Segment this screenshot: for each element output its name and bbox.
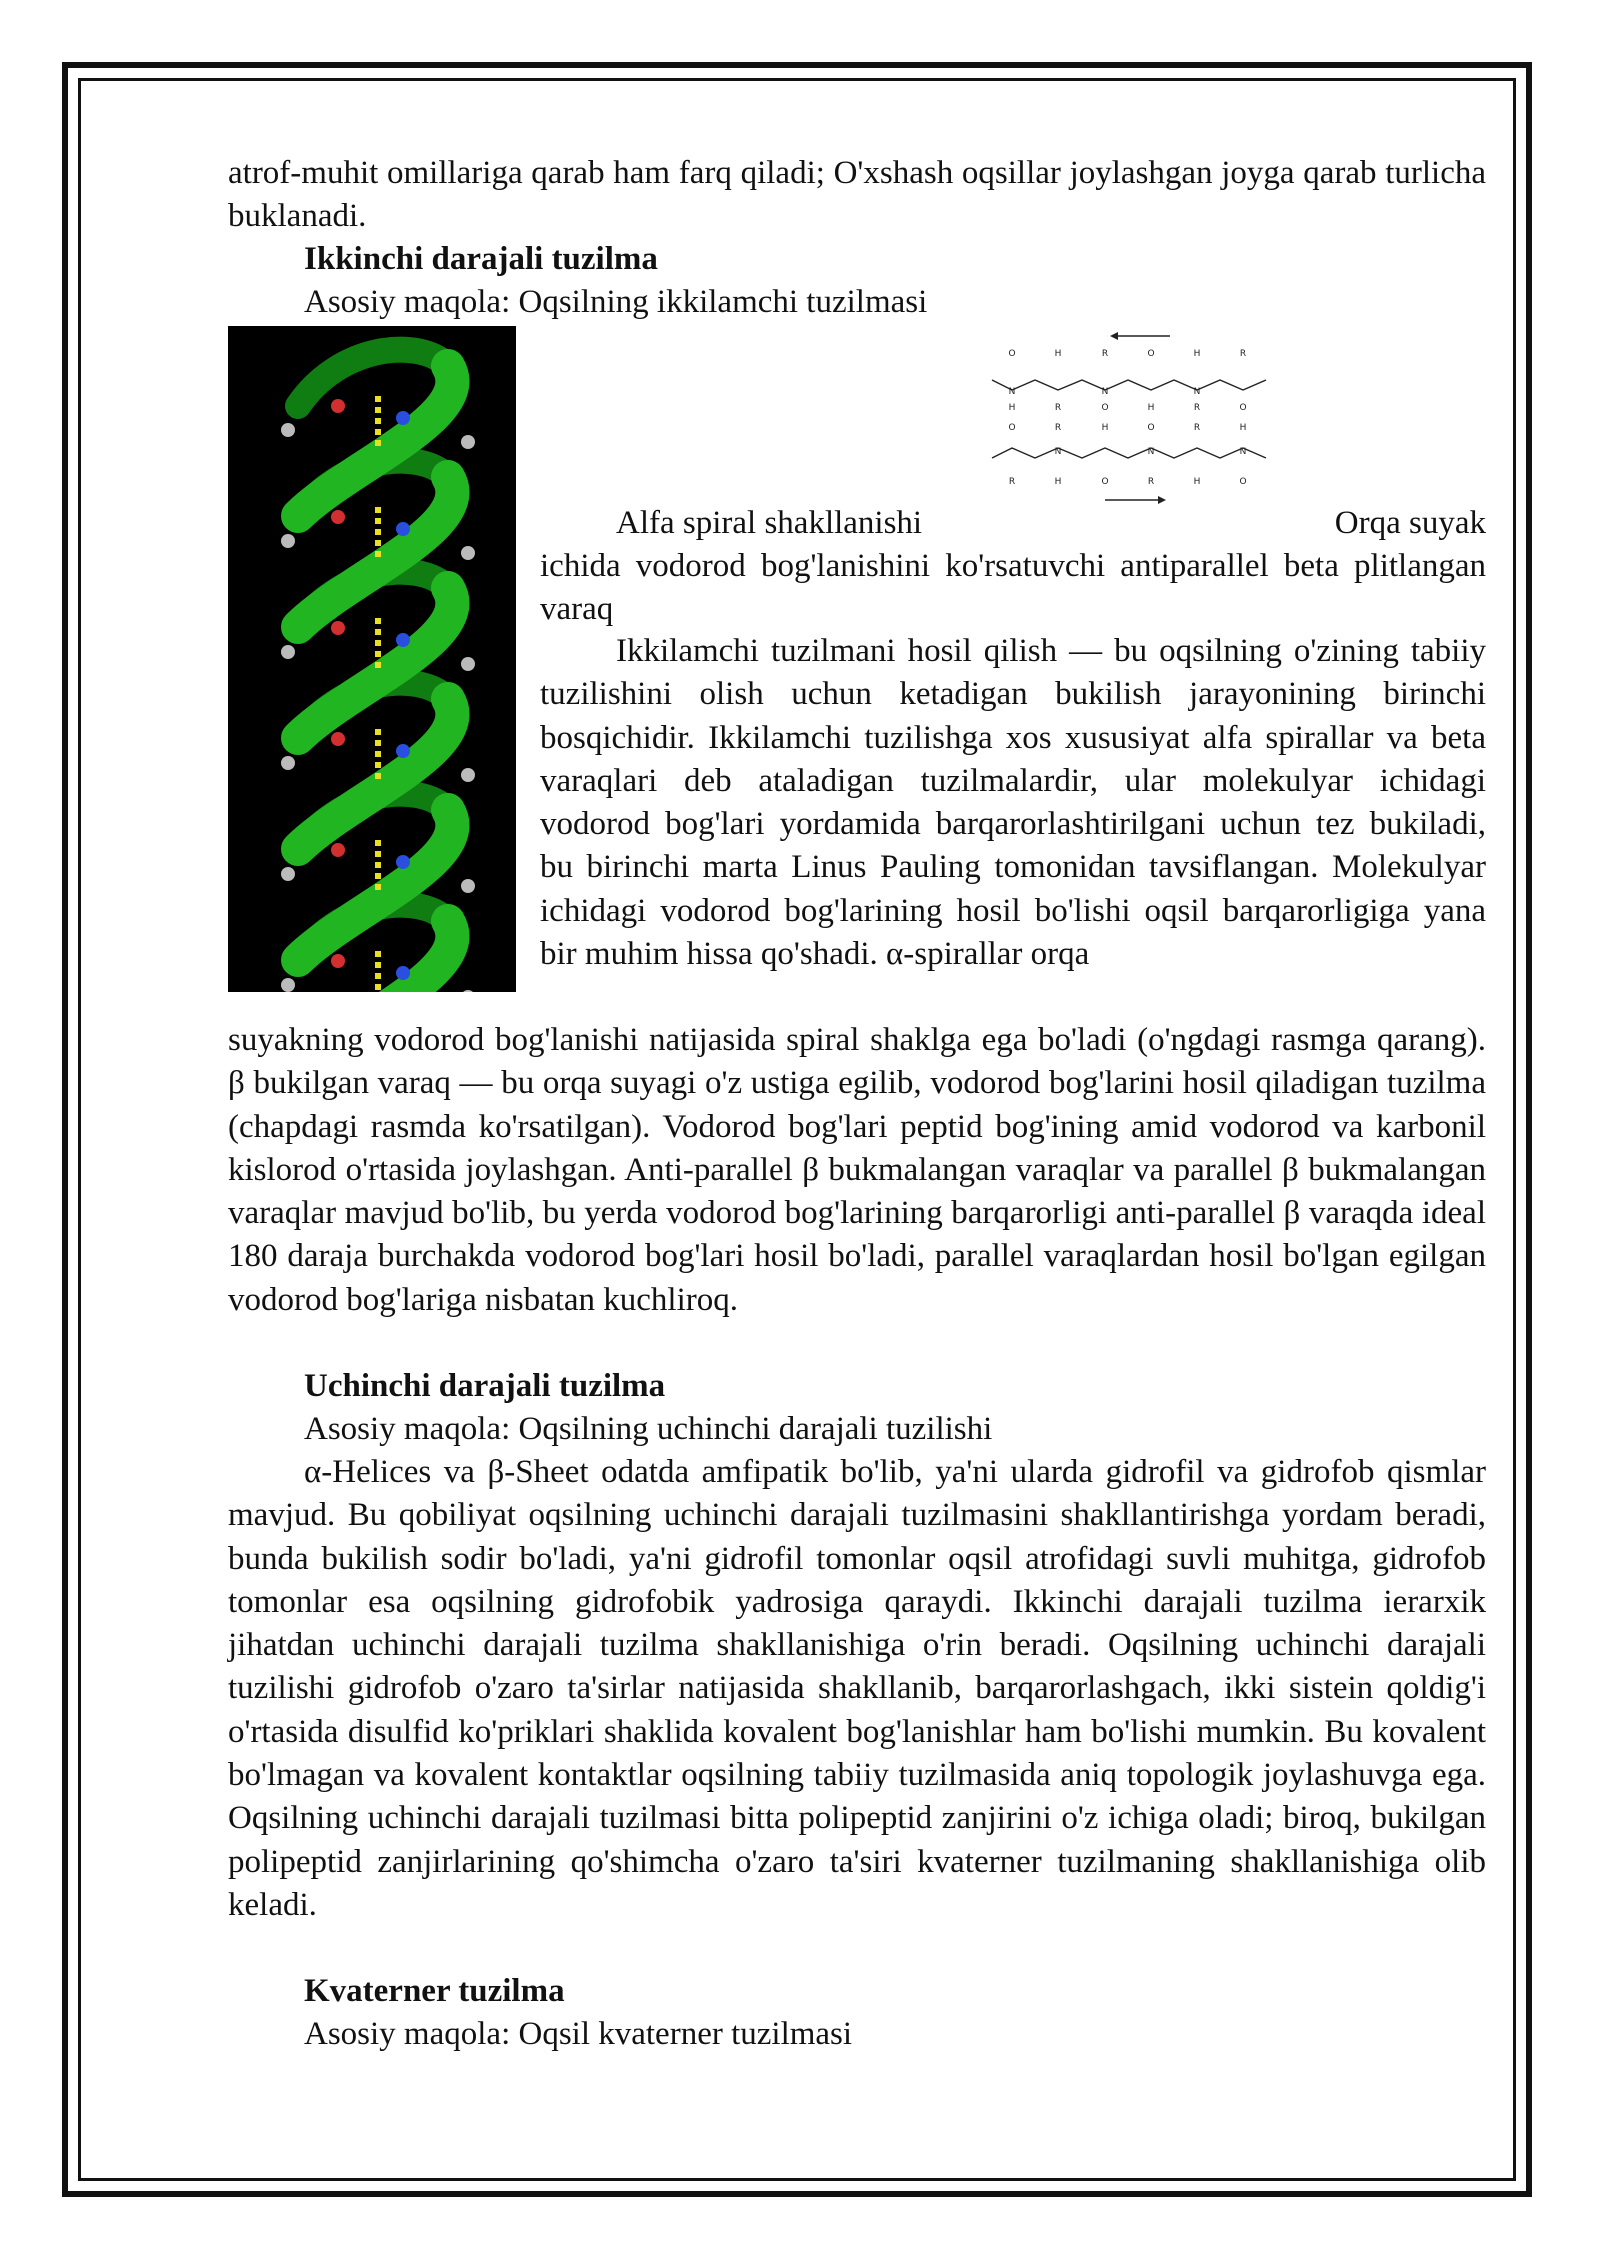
sheet-atom-label: H — [1008, 403, 1016, 413]
sheet-atom-label: O — [1101, 477, 1109, 487]
sheet-atom-label: H — [1193, 349, 1201, 359]
sheet-atom-label: R — [1147, 477, 1155, 487]
sheet-atom-label: O — [1008, 423, 1016, 433]
atom-sphere — [281, 756, 295, 770]
sheet-atom-label: H — [1193, 477, 1201, 487]
sheet-atom-label: H — [1101, 423, 1109, 433]
sheet-atom-label: R — [1239, 349, 1247, 359]
main-article-secondary: Asosiy maqola: Oqsilning ikkilamchi tuzilmasi — [304, 284, 928, 320]
sheet-atom-label: O — [1147, 423, 1155, 433]
tertiary-paragraph: α-Helices va β-Sheet odatda amfipatik bo'lib, ya'ni ularda gidrofil va gidrofob qismlar mavjud. Bu qobiliyat oqsilning uchinchi darajali tuzilmasini shakllantirishga yordam beradi, bunda bukilish sodir bo'ladi, ya'ni gidrofil tomonlar oqsil atrofidagi suvli muhitga, gidrofob tomonlar esa oqsilning gidrofobik yadrosiga qaraydi. Ikkinchi darajali tuzilma ierarxik jihatdan uchinchi darajali tuzilma shakllanishiga o'rin beradi. Oqsilning uchinchi darajali tuzilishi gidrofob o'zaro ta'sirlar natijasida shakllanib, barqarorlashgach, ikki sistein qoldig'i o'rtasida disulfid ko'priklari shaklida kovalent bog'lanishlar ham bo'lishi mumkin. Bu kovalent bo'lmagan va kovalent kontaktlar oqsilning tabiiy tuzilmasida aniq topologik joylashuvga ega. Oqsilning uchinchi darajali tuzilmasi bitta polipeptid zanjirini o'z ichiga oladi; biroq, bukilgan polipeptid zanjirlarining qo'shimcha o'zaro ta'siri kvaterner tuzilmaning shakllanishiga olib keladi. — [228, 1454, 1486, 1923]
sheet-atom-label: H — [1147, 403, 1155, 413]
atom-sphere — [396, 633, 410, 647]
atom-sphere — [396, 744, 410, 758]
atom-sphere — [331, 843, 345, 857]
heading-tertiary-structure: Uchinchi darajali tuzilma — [304, 1368, 666, 1404]
sheet-atom-label: O — [1239, 477, 1247, 487]
heading-quaternary-structure: Kvaterner tuzilma — [304, 1973, 565, 2009]
helix-turn-back — [298, 350, 448, 406]
sheet-atom-label: O — [1147, 349, 1155, 359]
beta-sheet-diagram — [990, 328, 1270, 510]
sheet-atom-label: R — [1054, 423, 1062, 433]
atom-sphere — [396, 966, 410, 980]
secondary-paragraph-full: suyakning vodorod bog'lanishi natijasida spiral shaklga ega bo'ladi (o'ngdagi rasmga qarang). β bukilgan varaq — bu orqa suyagi o'z ustiga egilib, vodorod bog'larini hosil qiladigan tuzilma (chapdagi rasmda ko'rsatilgan). Vodorod bog'lari peptid bog'ining amid vodorod va karbonil kislorod o'rtasida joylashgan. Anti-parallel β bukmalangan varaqlar va parallel β bukmalangan varaqlar mavjud bo'lib, bu yerda vodorod bog'larining barqarorligi anti-parallel β varaqda ideal 180 daraja burchakda vodorod bog'lari hosil bo'ladi, parallel varaqlardan hosil bo'lgan egilgan vodorod bog'lariga nisbatan kuchliroq. — [228, 1022, 1486, 1318]
atom-sphere — [281, 645, 295, 659]
sheet-nitrogen-label: N — [1054, 447, 1062, 457]
atom-sphere — [281, 978, 295, 992]
atom-sphere — [461, 879, 475, 893]
sheet-atom-label: O — [1239, 403, 1247, 413]
sheet-atom-label: H — [1054, 477, 1062, 487]
atom-sphere — [461, 657, 475, 671]
atom-sphere — [396, 522, 410, 536]
heading-secondary-structure: Ikkinchi darajali tuzilma — [304, 241, 658, 277]
sheet-nitrogen-label: N — [1008, 387, 1016, 397]
atom-sphere — [461, 768, 475, 782]
sheet-atom-label: R — [1008, 477, 1016, 487]
secondary-paragraph-wrapped: Ikkilamchi tuzilmani hosil qilish — bu oqsilning o'zining tabiiy tuzilishini olish uchun ketadigan bukilish jarayonining birinchi bosqichidir. Ikkilamchi tuzilishga xos xususiyat alfa spirallar va beta varaqlari deb ataladigan tuzilmalardir, ular molekulyar ichidagi vodorod bog'lari yordamida barqarorlashtirilgani uchun tez bukiladi, bu birinchi marta Linus Pauling tomonidan tavsiflangan. Molekulyar ichidagi vodorod bog'larining hosil bo'lishi oqsil barqarorligiga yana bir muhim hissa qo'shadi. α-spirallar orqa — [540, 633, 1486, 973]
atom-sphere — [461, 990, 475, 992]
sheet-atom-label: R — [1193, 403, 1201, 413]
sheet-atom-label: R — [1054, 403, 1062, 413]
sheet-nitrogen-label: N — [1101, 387, 1109, 397]
main-article-quaternary: Asosiy maqola: Oqsil kvaterner tuzilmasi — [304, 2016, 853, 2052]
sheet-atom-label: R — [1101, 349, 1109, 359]
caption-beta-sheet: ichida vodorod bog'lanishini ko'rsatuvchi antiparallel beta plitlangan varaq — [540, 548, 1486, 628]
sheet-atom-label: O — [1008, 349, 1016, 359]
atom-sphere — [281, 423, 295, 437]
atom-sphere — [281, 534, 295, 548]
atom-sphere — [331, 399, 345, 413]
sheet-atom-label: O — [1101, 403, 1109, 413]
atom-sphere — [331, 732, 345, 746]
sheet-atom-label: R — [1193, 423, 1201, 433]
atom-sphere — [331, 510, 345, 524]
sheet-nitrogen-label: N — [1147, 447, 1155, 457]
atom-sphere — [331, 954, 345, 968]
atom-sphere — [461, 546, 475, 560]
sheet-nitrogen-label: N — [1193, 387, 1201, 397]
caption-alpha-helix: Alfa spiral shakllanishi — [616, 505, 923, 541]
sheet-atom-label: H — [1239, 423, 1247, 433]
atom-sphere — [396, 855, 410, 869]
atom-sphere — [461, 435, 475, 449]
caption-backbone-start: Orqa suyak — [1334, 505, 1486, 541]
main-article-tertiary: Asosiy maqola: Oqsilning uchinchi darajali tuzilishi — [304, 1411, 993, 1447]
alpha-helix-ribbon — [228, 326, 516, 992]
atom-sphere — [281, 867, 295, 881]
sheet-nitrogen-label: N — [1239, 447, 1247, 457]
intro-paragraph: atrof-muhit omillariga qarab ham farq qiladi; O'xshash oqsillar joylashgan joyga qarab turlicha buklanadi. — [228, 155, 1486, 235]
atom-sphere — [331, 621, 345, 635]
sheet-atom-label: H — [1054, 349, 1062, 359]
alpha-helix-image — [228, 326, 516, 992]
atom-sphere — [396, 411, 410, 425]
